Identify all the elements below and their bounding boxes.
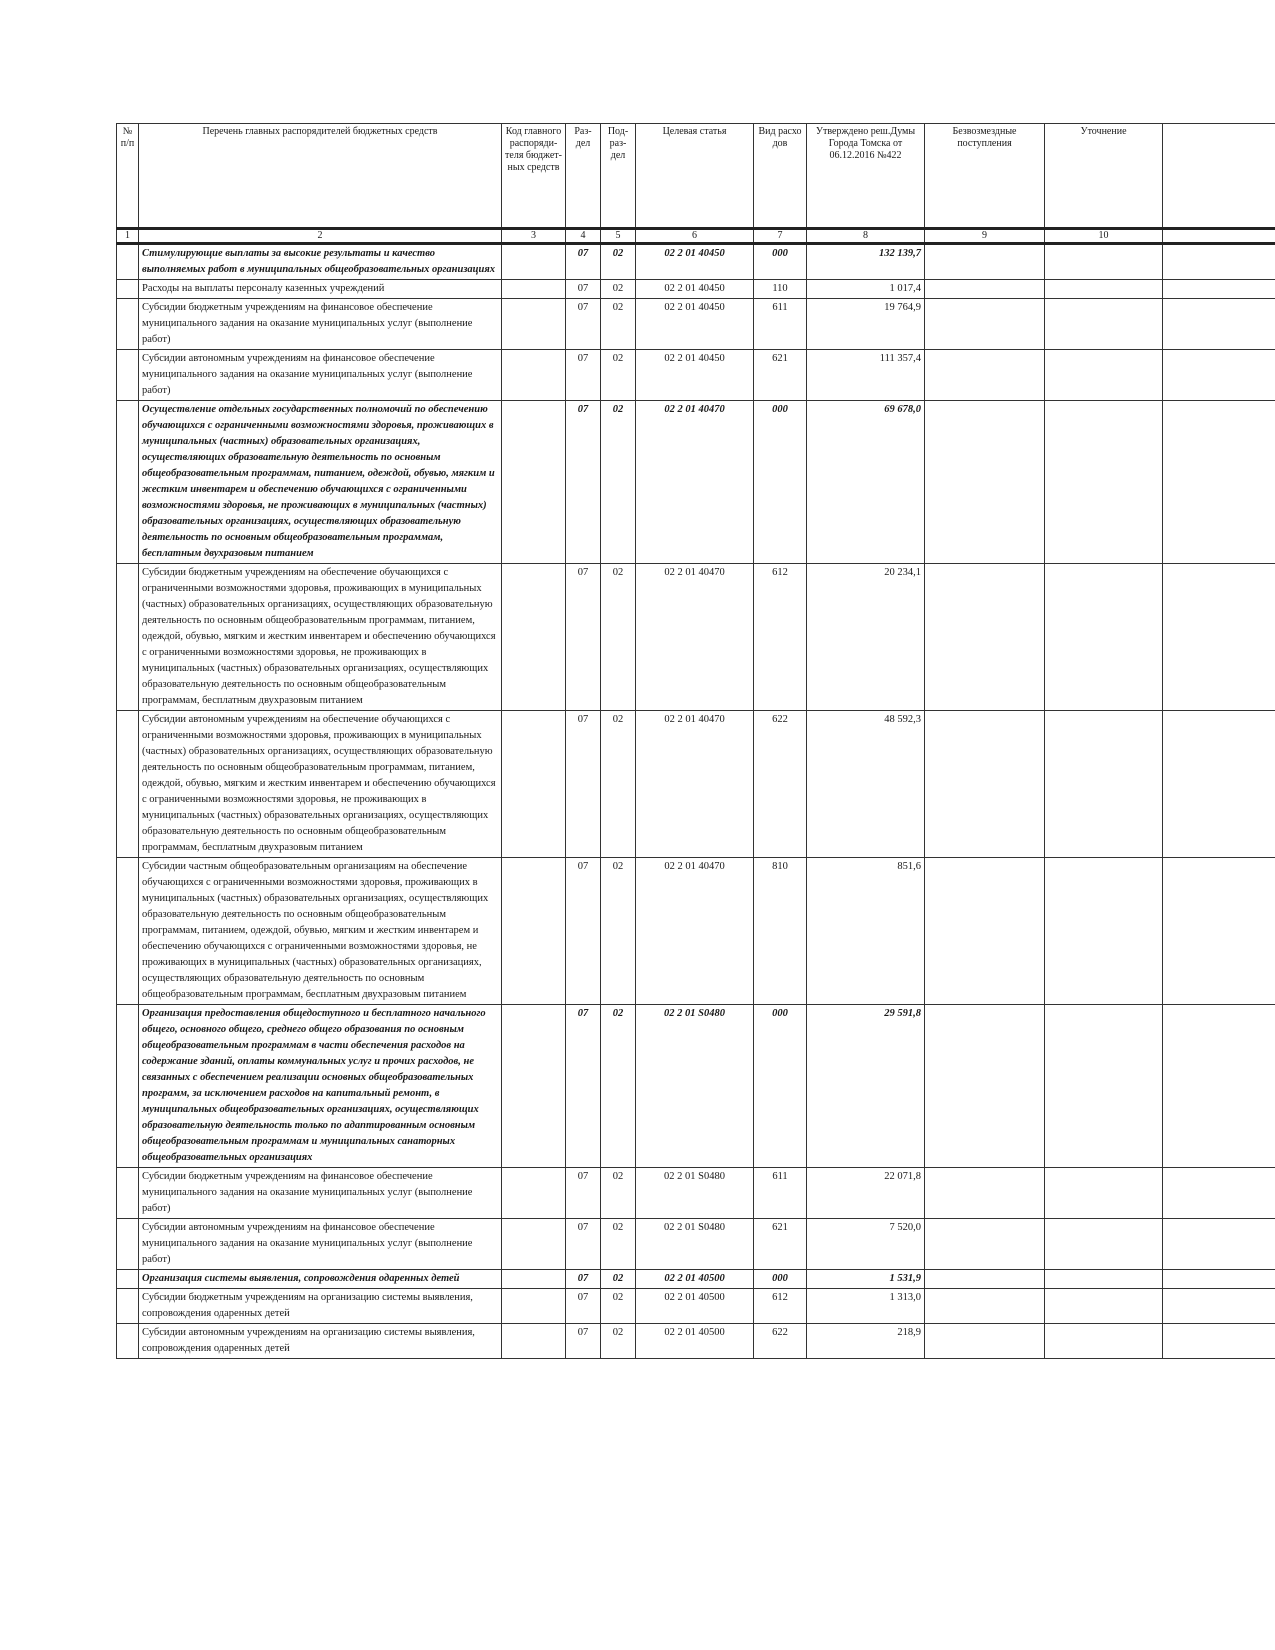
table-row xyxy=(117,401,1275,564)
row-extra xyxy=(1163,401,1275,564)
row-approved: 22 071,8 xyxy=(807,1168,925,1219)
row-subsection: 02 xyxy=(601,1324,636,1359)
row-code xyxy=(502,1005,566,1168)
row-exptype: 621 xyxy=(754,350,807,401)
row-approved: 1 017,4 xyxy=(807,280,925,299)
row-name: Субсидии автономным учреждениям на финансовое обеспечение муниципального задания на оказание муниципальных услуг (выполнение работ) xyxy=(139,350,502,401)
row-clarification xyxy=(1045,244,1163,280)
row-number xyxy=(117,564,139,711)
row-code xyxy=(502,1289,566,1324)
row-gratuitous xyxy=(925,299,1045,350)
column-number: 2 xyxy=(139,229,502,244)
row-approved: 29 591,8 xyxy=(807,1005,925,1168)
row-clarification xyxy=(1045,350,1163,401)
row-extra xyxy=(1163,1324,1275,1359)
row-clarification xyxy=(1045,280,1163,299)
row-clarification xyxy=(1045,564,1163,711)
row-code xyxy=(502,350,566,401)
row-exptype: 611 xyxy=(754,1168,807,1219)
row-subsection: 02 xyxy=(601,1219,636,1270)
header-subsection: Под- раз- дел xyxy=(601,124,636,229)
row-code xyxy=(502,299,566,350)
table-row xyxy=(117,1168,1275,1219)
row-target: 02 2 01 40500 xyxy=(636,1324,754,1359)
row-extra xyxy=(1163,244,1275,280)
row-subsection: 02 xyxy=(601,1005,636,1168)
row-name: Субсидии бюджетным учреждениям на финансовое обеспечение муниципального задания на оказание муниципальных услуг (выполнение работ) xyxy=(139,1168,502,1219)
header-extra xyxy=(1163,124,1275,229)
row-code xyxy=(502,244,566,280)
row-target: 02 2 01 40500 xyxy=(636,1270,754,1289)
row-target: 02 2 01 40450 xyxy=(636,299,754,350)
header-name: Перечень главных распорядителей бюджетных средств xyxy=(139,124,502,229)
row-section: 07 xyxy=(566,1168,601,1219)
row-approved: 20 234,1 xyxy=(807,564,925,711)
row-clarification xyxy=(1045,858,1163,1005)
row-target: 02 2 01 40470 xyxy=(636,858,754,1005)
header-no: № п/п xyxy=(117,124,139,229)
row-number xyxy=(117,1324,139,1359)
row-target: 02 2 01 S0480 xyxy=(636,1005,754,1168)
row-gratuitous xyxy=(925,280,1045,299)
row-extra xyxy=(1163,1168,1275,1219)
row-approved: 19 764,9 xyxy=(807,299,925,350)
row-clarification xyxy=(1045,1270,1163,1289)
header-gratuitous: Безвозмездные поступления xyxy=(925,124,1045,229)
row-section: 07 xyxy=(566,280,601,299)
row-target: 02 2 01 S0480 xyxy=(636,1168,754,1219)
table-row xyxy=(117,280,1275,299)
column-number: 6 xyxy=(636,229,754,244)
row-clarification xyxy=(1045,1219,1163,1270)
row-target: 02 2 01 40450 xyxy=(636,244,754,280)
row-name: Расходы на выплаты персоналу казенных учреждений xyxy=(139,280,502,299)
row-subsection: 02 xyxy=(601,858,636,1005)
row-clarification xyxy=(1045,1289,1163,1324)
row-target: 02 2 01 40450 xyxy=(636,350,754,401)
row-name: Организация системы выявления, сопровождения одаренных детей xyxy=(139,1270,502,1289)
row-extra xyxy=(1163,1289,1275,1324)
row-extra xyxy=(1163,280,1275,299)
row-exptype: 110 xyxy=(754,280,807,299)
row-exptype: 000 xyxy=(754,401,807,564)
row-number xyxy=(117,711,139,858)
row-name: Субсидии автономным учреждениям на организацию системы выявления, сопровождения одаренных детей xyxy=(139,1324,502,1359)
table-row xyxy=(117,1219,1275,1270)
row-section: 07 xyxy=(566,858,601,1005)
row-number xyxy=(117,1005,139,1168)
row-target: 02 2 01 40470 xyxy=(636,401,754,564)
column-number: 4 xyxy=(566,229,601,244)
column-numbers-row xyxy=(117,229,1275,244)
row-number xyxy=(117,1289,139,1324)
row-name: Стимулирующие выплаты за высокие результаты и качество выполняемых работ в муниципальных общеобразовательных организациях xyxy=(139,244,502,280)
row-approved: 48 592,3 xyxy=(807,711,925,858)
table-row xyxy=(117,564,1275,711)
row-number xyxy=(117,1168,139,1219)
header-row xyxy=(117,124,1275,229)
row-subsection: 02 xyxy=(601,564,636,711)
column-number: 1 xyxy=(117,229,139,244)
row-subsection: 02 xyxy=(601,401,636,564)
row-approved: 1 313,0 xyxy=(807,1289,925,1324)
row-subsection: 02 xyxy=(601,711,636,858)
row-target: 02 2 01 40470 xyxy=(636,711,754,858)
column-number: 3 xyxy=(502,229,566,244)
row-subsection: 02 xyxy=(601,1168,636,1219)
row-approved: 111 357,4 xyxy=(807,350,925,401)
row-exptype: 000 xyxy=(754,1270,807,1289)
row-section: 07 xyxy=(566,1324,601,1359)
row-number xyxy=(117,1219,139,1270)
row-extra xyxy=(1163,299,1275,350)
row-gratuitous xyxy=(925,1005,1045,1168)
row-subsection: 02 xyxy=(601,1270,636,1289)
row-number xyxy=(117,244,139,280)
row-code xyxy=(502,564,566,711)
row-name: Субсидии автономным учреждениям на финансовое обеспечение муниципального задания на оказание муниципальных услуг (выполнение работ) xyxy=(139,1219,502,1270)
row-code xyxy=(502,1270,566,1289)
row-gratuitous xyxy=(925,564,1045,711)
row-approved: 132 139,7 xyxy=(807,244,925,280)
row-gratuitous xyxy=(925,1270,1045,1289)
table-row xyxy=(117,711,1275,858)
row-subsection: 02 xyxy=(601,244,636,280)
table-row xyxy=(117,1289,1275,1324)
row-exptype: 611 xyxy=(754,299,807,350)
row-approved: 7 520,0 xyxy=(807,1219,925,1270)
row-name: Субсидии бюджетным учреждениям на организацию системы выявления, сопровождения одаренных детей xyxy=(139,1289,502,1324)
header-clarification: Уточнение xyxy=(1045,124,1163,229)
row-number xyxy=(117,350,139,401)
row-section: 07 xyxy=(566,564,601,711)
row-approved: 1 531,9 xyxy=(807,1270,925,1289)
row-clarification xyxy=(1045,711,1163,858)
row-code xyxy=(502,401,566,564)
column-number xyxy=(1163,229,1275,244)
row-number xyxy=(117,858,139,1005)
row-extra xyxy=(1163,1005,1275,1168)
column-number: 5 xyxy=(601,229,636,244)
row-approved: 851,6 xyxy=(807,858,925,1005)
row-name: Субсидии бюджетным учреждениям на финансовое обеспечение муниципального задания на оказание муниципальных услуг (выполнение работ) xyxy=(139,299,502,350)
row-section: 07 xyxy=(566,1289,601,1324)
row-code xyxy=(502,1168,566,1219)
column-number: 10 xyxy=(1045,229,1163,244)
row-exptype: 810 xyxy=(754,858,807,1005)
row-code xyxy=(502,858,566,1005)
table-row xyxy=(117,350,1275,401)
row-target: 02 2 01 S0480 xyxy=(636,1219,754,1270)
budget-table xyxy=(116,123,1275,1359)
row-code xyxy=(502,711,566,858)
row-gratuitous xyxy=(925,244,1045,280)
row-name: Субсидии бюджетным учреждениям на обеспечение обучающихся с ограниченными возможностями здоровья, проживающих в муниципальных (частных) образовательных организациях, осуществляющих образовательную деятельность по основным общеобразовательным программам, питанием, одеждой, обувью, мягким и жестким инвентарем и обеспечению обучающихся с ограниченными возможностями здоровья, не проживающих в муниципальных (частных) образовательных организациях, осуществляющих образовательную деятельность по основным общеобразовательным программам, бесплатным двухразовым питанием xyxy=(139,564,502,711)
row-number xyxy=(117,280,139,299)
row-section: 07 xyxy=(566,711,601,858)
row-gratuitous xyxy=(925,711,1045,858)
row-gratuitous xyxy=(925,350,1045,401)
row-extra xyxy=(1163,564,1275,711)
row-number xyxy=(117,1270,139,1289)
header-approved: Утверждено реш.Думы Города Томска от 06.12.2016 №422 xyxy=(807,124,925,229)
row-subsection: 02 xyxy=(601,280,636,299)
row-clarification xyxy=(1045,401,1163,564)
row-exptype: 000 xyxy=(754,1005,807,1168)
table-row xyxy=(117,244,1275,280)
table-row xyxy=(117,1324,1275,1359)
row-subsection: 02 xyxy=(601,350,636,401)
row-extra xyxy=(1163,858,1275,1005)
row-name: Осуществление отдельных государственных полномочий по обеспечению обучающихся с ограниченными возможностями здоровья, проживающих в муниципальных (частных) образовательных организациях, осуществляющих образовательную деятельность по основным общеобразовательным программам, питанием, одеждой, обувью, мягким и жестким инвентарем и обеспечению обучающихся с ограниченными возможностями здоровья, не проживающих в муниципальных (частных) образовательных организациях, осуществляющих образовательную деятельность по основным общеобразовательным программам, бесплатным двухразовым питанием xyxy=(139,401,502,564)
row-exptype: 000 xyxy=(754,244,807,280)
row-section: 07 xyxy=(566,1270,601,1289)
row-number xyxy=(117,401,139,564)
row-gratuitous xyxy=(925,858,1045,1005)
table-row xyxy=(117,299,1275,350)
column-number: 8 xyxy=(807,229,925,244)
header-target: Целевая статья xyxy=(636,124,754,229)
row-subsection: 02 xyxy=(601,299,636,350)
row-extra xyxy=(1163,1270,1275,1289)
row-target: 02 2 01 40500 xyxy=(636,1289,754,1324)
row-gratuitous xyxy=(925,1168,1045,1219)
row-clarification xyxy=(1045,299,1163,350)
row-section: 07 xyxy=(566,350,601,401)
table-row xyxy=(117,1270,1275,1289)
row-target: 02 2 01 40470 xyxy=(636,564,754,711)
column-number: 9 xyxy=(925,229,1045,244)
row-exptype: 622 xyxy=(754,1324,807,1359)
row-approved: 69 678,0 xyxy=(807,401,925,564)
row-section: 07 xyxy=(566,1219,601,1270)
row-gratuitous xyxy=(925,401,1045,564)
row-approved: 218,9 xyxy=(807,1324,925,1359)
row-extra xyxy=(1163,350,1275,401)
row-clarification xyxy=(1045,1005,1163,1168)
row-exptype: 621 xyxy=(754,1219,807,1270)
row-section: 07 xyxy=(566,401,601,564)
table-row xyxy=(117,1005,1275,1168)
row-clarification xyxy=(1045,1324,1163,1359)
row-exptype: 612 xyxy=(754,1289,807,1324)
table-row xyxy=(117,858,1275,1005)
table-body xyxy=(117,229,1275,1359)
header-section: Раз- дел xyxy=(566,124,601,229)
row-name: Субсидии частным общеобразовательным организациям на обеспечение обучающихся с ограниченными возможностями здоровья, проживающих в муниципальных (частных) образовательных организациях, осуществляющих образовательную деятельность по основным общеобразовательным программам, питанием, одеждой, обувью, мягким и жестким инвентарем и обеспечению обучающихся с ограниченными возможностями здоровья, не проживающих в муниципальных (частных) образовательных организациях, осуществляющих образовательную деятельность по основным общеобразовательным программам, бесплатным двухразовым питанием xyxy=(139,858,502,1005)
row-gratuitous xyxy=(925,1219,1045,1270)
row-exptype: 612 xyxy=(754,564,807,711)
row-name: Субсидии автономным учреждениям на обеспечение обучающихся с ограниченными возможностями здоровья, проживающих в муниципальных (частных) образовательных организациях, осуществляющих образовательную деятельность по основным общеобразовательным программам, питанием, одеждой, обувью, мягким и жестким инвентарем и обеспечению обучающихся с ограниченными возможностями здоровья, не проживающих в муниципальных (частных) образовательных организациях, осуществляющих образовательную деятельность по основным общеобразовательным программам, бесплатным двухразовым питанием xyxy=(139,711,502,858)
row-code xyxy=(502,1219,566,1270)
row-subsection: 02 xyxy=(601,1289,636,1324)
row-section: 07 xyxy=(566,1005,601,1168)
row-target: 02 2 01 40450 xyxy=(636,280,754,299)
header-exptype: Вид расхо дов xyxy=(754,124,807,229)
row-extra xyxy=(1163,711,1275,858)
row-name: Организация предоставления общедоступного и бесплатного начального общего, основного общего, среднего общего образования по основным общеобразовательным программам в части обеспечения расходов на содержание зданий, оплаты коммунальных услуг и прочих расходов, не связанных с обеспечением реализации основных общеобразовательных программ, за исключением расходов на капитальный ремонт, в муниципальных общеобразовательных организациях, осуществляющих образовательную деятельность только по адаптированным основным общеобразовательным программам и муниципальных санаторных общеобразовательных организациях xyxy=(139,1005,502,1168)
row-gratuitous xyxy=(925,1324,1045,1359)
header-code: Код главного распоряди- теля бюджет- ных средств xyxy=(502,124,566,229)
row-clarification xyxy=(1045,1168,1163,1219)
row-gratuitous xyxy=(925,1289,1045,1324)
row-exptype: 622 xyxy=(754,711,807,858)
row-code xyxy=(502,280,566,299)
row-number xyxy=(117,299,139,350)
column-number: 7 xyxy=(754,229,807,244)
row-extra xyxy=(1163,1219,1275,1270)
row-section: 07 xyxy=(566,299,601,350)
row-section: 07 xyxy=(566,244,601,280)
row-code xyxy=(502,1324,566,1359)
